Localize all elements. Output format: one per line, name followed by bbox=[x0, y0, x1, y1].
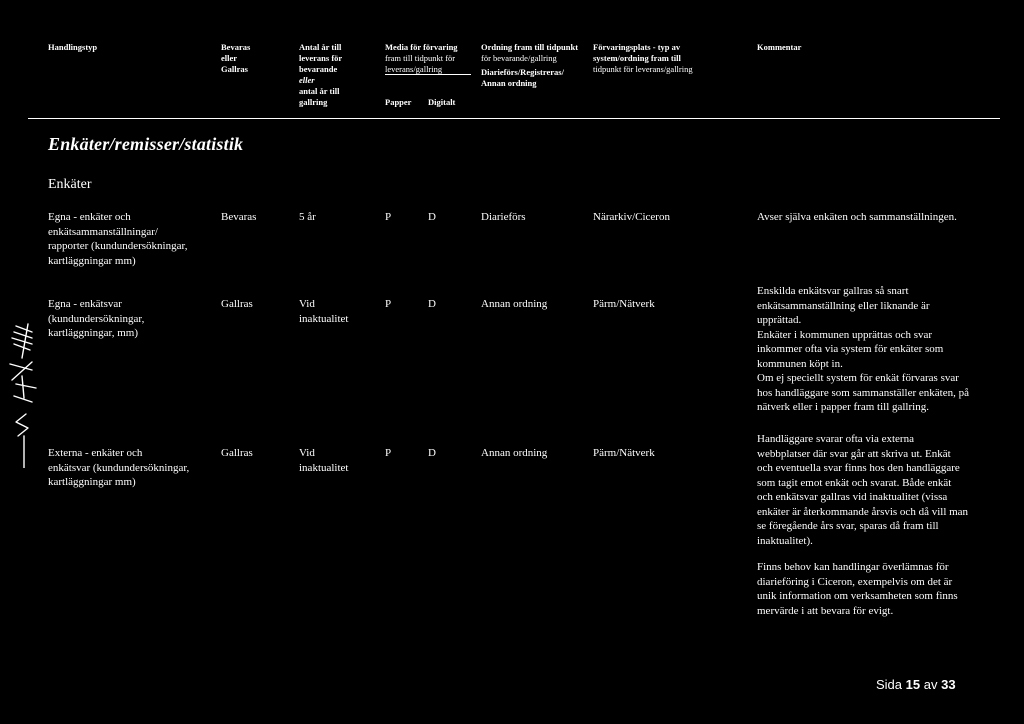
col-header-media: Media för förvaring fram till tidpunkt för leverans/gallring bbox=[385, 42, 458, 74]
cell-plats: Närarkiv/Ciceron bbox=[593, 211, 670, 223]
cell-kommentar: Avser själva enkäten och sammanställningen. bbox=[757, 211, 957, 223]
cell-ordning: Diarieförs bbox=[481, 211, 526, 223]
cell-bevaras: Bevaras bbox=[221, 211, 257, 223]
cell-antal: Vid inaktualitet bbox=[299, 298, 349, 325]
cell-digitalt: D bbox=[428, 211, 436, 223]
cell-handlingstyp: Externa - enkäter och enkätsvar (kundundersökningar, kartläggningar mm) bbox=[48, 447, 190, 488]
cell-papper: P bbox=[385, 298, 392, 310]
cell-handlingstyp: Egna - enkäter och enkätsammanställningar/ rapporter (kundundersökningar, kartläggningar mm) bbox=[48, 211, 188, 267]
col-header-antal: Antal år till leverans för bevarande eller antal år till gallring bbox=[299, 42, 343, 107]
col-header-handlingstyp: Handlingstyp bbox=[48, 42, 98, 52]
col-header-ordning: Ordning fram till tidpunkt för bevarande/gallring Diarieförs/Registreras/ Annan ordning bbox=[481, 42, 579, 88]
cell-ordning: Annan ordning bbox=[481, 298, 548, 310]
section-title: Enkäter/remisser/statistik bbox=[48, 134, 244, 154]
cell-plats: Pärm/Nätverk bbox=[593, 447, 655, 459]
media-header-divider bbox=[385, 74, 471, 75]
col-header-bevaras: Bevaras eller Gallras bbox=[221, 42, 251, 74]
cell-kommentar: Handläggare svarar ofta via externa webbplatser där svar går att skriva ut. Enkät och eventuella svar finns hos den handläggare som tagit emot enkät och svarat. Både enkät och enkätsvar gallras vid inaktualitet (vissa enkäter är återkommande årsvis och då vill man se föregående års svar, sparas då fram till inaktualitet). Finns behov kan handlingar överlämnas för diarieföring i Ciceron, exempelvis om det är unik information om verksamheten som finns mervärde i att bevara för evigt. bbox=[757, 433, 969, 617]
cell-digitalt: D bbox=[428, 447, 436, 459]
cell-kommentar: Enskilda enkätsvar gallras så snart enkätsammanställning eller liknande är upprättad. Enkäter i kommunen upprättas och svar inkommer ofta via system för enkäter som kommunen köpt in. Om ej speciellt system för enkät förvaras svar hos handläggare som sammanställer enkäten, på nätverk eller i papper fram till gallring. bbox=[757, 285, 969, 413]
cell-antal: 5 år bbox=[299, 211, 316, 223]
col-header-kommentar: Kommentar bbox=[757, 42, 802, 52]
col-header-papper: Papper bbox=[385, 97, 412, 107]
cell-handlingstyp: Egna - enkätsvar (kundundersökningar, kartläggningar, mm) bbox=[48, 298, 145, 339]
cell-plats: Pärm/Nätverk bbox=[593, 298, 655, 310]
cell-papper: P bbox=[385, 447, 392, 459]
handwritten-signature-icon bbox=[2, 318, 46, 468]
cell-ordning: Annan ordning bbox=[481, 447, 548, 459]
page-number: Sida 15 av 33 bbox=[876, 677, 956, 692]
cell-bevaras: Gallras bbox=[221, 447, 253, 459]
col-header-digitalt: Digitalt bbox=[428, 97, 456, 107]
subsection-title: Enkäter bbox=[48, 177, 92, 192]
cell-papper: P bbox=[385, 211, 392, 223]
cell-digitalt: D bbox=[428, 298, 436, 310]
cell-bevaras: Gallras bbox=[221, 298, 253, 310]
col-header-forvaringsplats: Förvaringsplats - typ av system/ordning fram till tidpunkt för leverans/gallring bbox=[593, 42, 693, 74]
header-rule bbox=[28, 118, 1000, 119]
cell-antal: Vid inaktualitet bbox=[299, 447, 349, 474]
